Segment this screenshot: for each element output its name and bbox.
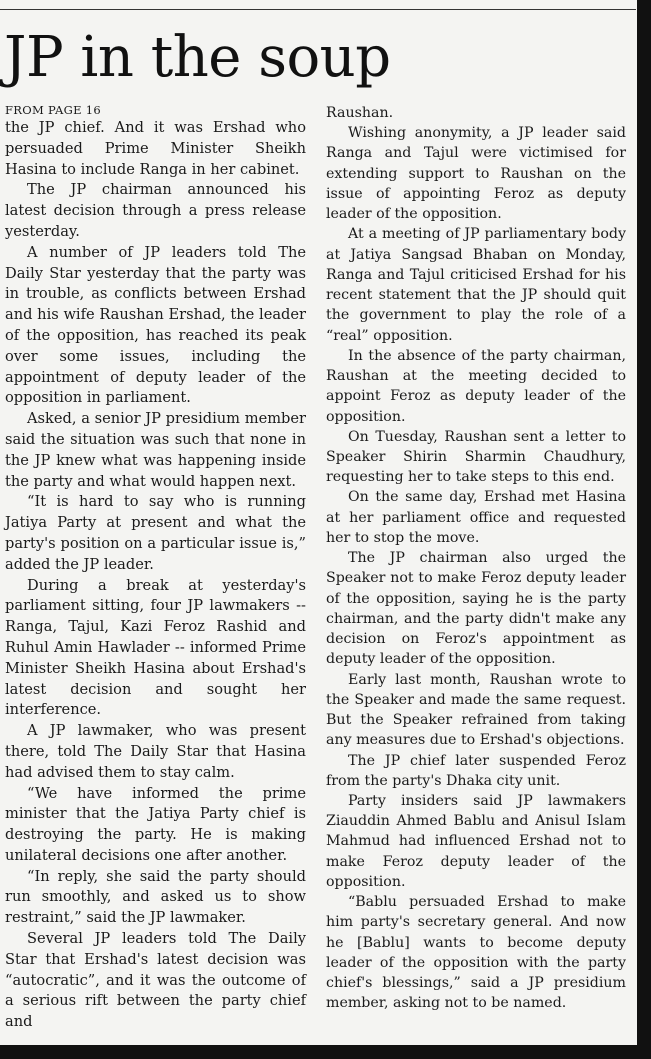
paragraph: Several JP leaders told The Daily Star that Ershad's latest decision was “autocratic”, and it was the outcome of a serious rift between the party chief and <box>5 930 306 1031</box>
paragraph: “We have informed the prime minister that the Jatiya Party chief is destroying the party. He is making unilateral decisions one after another. <box>5 784 306 864</box>
paragraph: A JP lawmaker, who was present there, told The Daily Star that Hasina had advised them to stay calm. <box>5 722 306 781</box>
paragraph: On Tuesday, Raushan sent a letter to Speaker Shirin Sharmin Chaudhury, requesting her to take steps to this end. <box>326 428 626 486</box>
paragraph: During a break at yesterday's parliament sitting, four JP lawmakers -- Ranga, Tajul, Kazi Feroz Rashid and Ruhul Amin Hawlader -- informed Prime Minister Sheikh Hasina about Ershad's latest decision and sought her interference. <box>5 576 306 719</box>
paragraph: In the absence of the party chairman, Raushan at the meeting decided to appoint Feroz as deputy leader of the opposition. <box>326 347 626 425</box>
headline: JP in the soup <box>4 25 391 90</box>
paragraph: At a meeting of JP parliamentary body at Jatiya Sangsad Bhaban on Monday, Ranga and Tajul criticised Ershad for his recent statement that the JP should quit the government to play the role of a “real” opposition. <box>326 226 626 344</box>
top-rule <box>0 9 636 10</box>
article-column-left <box>5 103 306 1033</box>
paragraph: the JP chief. And it was Ershad who persuaded Prime Minister Sheikh Hasina to include Ranga in her cabinet. <box>5 119 306 178</box>
continuation-kicker: FROM PAGE 16 <box>5 103 101 117</box>
paragraph: The JP chief later suspended Feroz from the party's Dhaka city unit. <box>326 752 626 789</box>
page-edge-right <box>637 0 651 1059</box>
paragraph: The JP chairman announced his latest decision through a press release yesterday. <box>5 181 306 240</box>
paragraph: On the same day, Ershad met Hasina at her parliament office and requested her to stop the move. <box>326 489 626 546</box>
paragraph: Raushan. <box>326 105 394 121</box>
paragraph: “Bablu persuaded Ershad to make him party's secretary general. And now he [Bablu] wants to become deputy leader of the opposition with the party chief's blessings,” said a JP presidium member, asking not to be named. <box>326 894 626 1012</box>
paragraph: “It is hard to say who is running Jatiya Party at present and what the party's position on a particular issue is,” added the JP leader. <box>5 493 306 573</box>
paragraph: Party insiders said JP lawmakers Ziauddin Ahmed Bablu and Anisul Islam Mahmud had influenced Ershad not to make Feroz deputy leader of the opposition. <box>326 792 626 890</box>
paragraph: A number of JP leaders told The Daily Star yesterday that the party was in trouble, as conflicts between Ershad and his wife Raushan Ershad, the leader of the opposition, has reached its peak over some issues, including the appointment of deputy leader of the opposition in parliament. <box>5 243 306 407</box>
paragraph: “In reply, she said the party should run smoothly, and asked us to show restraint,” said the JP lawmaker. <box>5 867 306 927</box>
paragraph: Early last month, Raushan wrote to the Speaker and made the same request. But the Speaker refrained from taking any measures due to Ershad's objections. <box>326 671 626 749</box>
article-column-right <box>326 103 626 1014</box>
paragraph: Wishing anonymity, a JP leader said Ranga and Tajul were victimised for extending support to Raushan on the issue of appointing Feroz as deputy leader of the opposition. <box>326 125 626 223</box>
page-edge-bottom <box>0 1045 651 1059</box>
paragraph: Asked, a senior JP presidium member said the situation was such that none in the JP knew what was happening inside the party and what would happen next. <box>5 410 306 490</box>
paragraph: The JP chairman also urged the Speaker not to make Feroz deputy leader of the opposition, saying he is the party chairman, and the party didn't make any decision on Feroz's appointment as deputy leader of the opposition. <box>326 550 626 668</box>
